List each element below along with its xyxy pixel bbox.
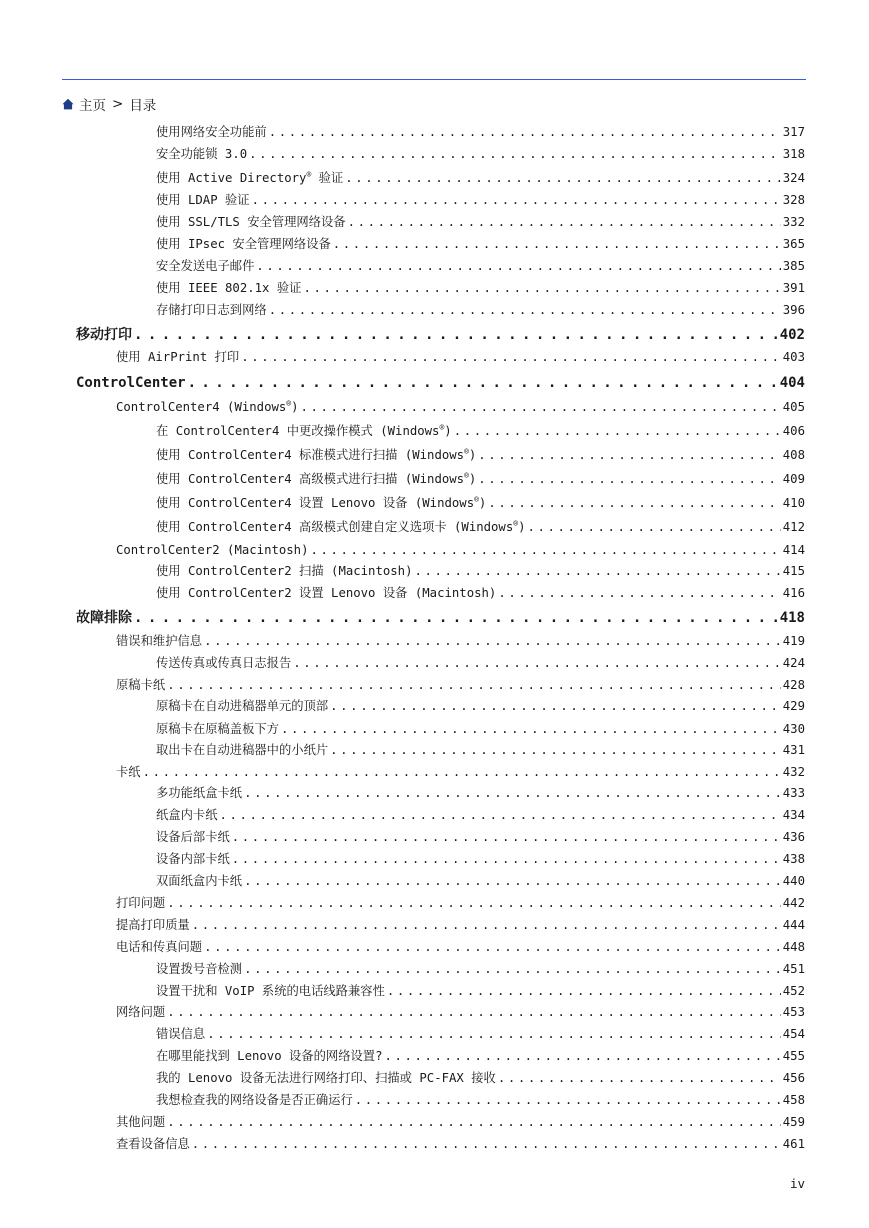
toc-entry-title: 故障排除 (76, 610, 132, 626)
toc-entry-page: 332 (782, 215, 805, 229)
toc-entry-title: 提高打印质量 (116, 918, 190, 932)
header-rule (62, 79, 806, 80)
toc-entry[interactable] (156, 873, 805, 889)
dot-leader (387, 983, 781, 999)
toc-entry-title: ControlCenter (76, 375, 186, 391)
breadcrumb (62, 94, 156, 114)
dot-leader (167, 895, 781, 911)
toc-entry-page: 444 (782, 918, 805, 932)
toc-entry-page: 412 (782, 520, 805, 534)
dot-leader (348, 214, 781, 230)
dot-leader (244, 873, 781, 889)
toc-entry-page: 436 (782, 830, 805, 844)
toc-entry-title: 使用 ControlCenter4 高级模式创建自定义选项卡 (Windows®) (156, 518, 526, 534)
toc-entry-title: 网络问题 (116, 1005, 166, 1019)
toc-entry-title: 多功能纸盒卡纸 (156, 786, 243, 800)
toc-entry[interactable] (116, 939, 805, 955)
dot-leader (478, 447, 780, 463)
dot-leader (333, 236, 781, 252)
dot-leader (252, 192, 781, 208)
toc-entry[interactable] (156, 721, 805, 737)
toc-entry-page: 461 (782, 1137, 805, 1151)
toc-chapter-entry[interactable] (76, 374, 805, 392)
toc-entry-page: 415 (782, 564, 805, 578)
toc-entry-title: 使用 IEEE 802.1x 验证 (156, 281, 302, 295)
toc-entry-page: 456 (782, 1071, 805, 1085)
toc-entry[interactable] (156, 785, 805, 801)
toc-entry[interactable] (156, 1070, 805, 1086)
dot-leader (269, 124, 781, 140)
toc-entry[interactable] (156, 280, 805, 296)
toc-entry-title: 原稿卡纸 (116, 678, 166, 692)
toc-entry[interactable] (156, 519, 805, 535)
dot-leader (134, 326, 778, 344)
toc-entry-title: 原稿卡在自动进稿器单元的顶部 (156, 699, 329, 713)
dot-leader (232, 851, 781, 867)
toc-entry-title: 我的 Lenovo 设备无法进行网络打印、扫描或 PC-FAX 接收 (156, 1071, 496, 1085)
toc-entry-page: 434 (782, 808, 805, 822)
dot-leader (281, 721, 781, 737)
toc-entry[interactable] (156, 236, 805, 252)
toc-entry[interactable] (156, 170, 805, 186)
toc-entry-page: 438 (782, 852, 805, 866)
toc-entry-title: 使用 ControlCenter2 设置 Lenovo 设备 (Macintosh) (156, 586, 497, 600)
toc-entry[interactable] (116, 1004, 805, 1020)
breadcrumb-home-link[interactable]: 主页 (79, 98, 106, 114)
dot-leader (414, 563, 780, 579)
toc-entry-title: 其他问题 (116, 1115, 166, 1129)
toc-entry-title: 使用 IPsec 安全管理网络设备 (156, 237, 331, 251)
dot-leader (192, 1136, 781, 1152)
toc-entry[interactable] (116, 677, 805, 693)
toc-entry-page: 396 (782, 303, 805, 317)
dot-leader (527, 519, 780, 535)
dot-leader (385, 1048, 781, 1064)
toc-entry-title: 移动打印 (76, 327, 132, 343)
breadcrumb-separator: > (112, 96, 124, 112)
dot-leader (220, 807, 781, 823)
toc-entry-title: 使用 ControlCenter4 设置 Lenovo 设备 (Windows®) (156, 494, 487, 510)
toc-entry-page: 430 (782, 722, 805, 736)
toc-entry-page: 324 (782, 171, 805, 185)
toc-entry[interactable] (116, 399, 805, 415)
toc-entry[interactable] (156, 563, 805, 579)
dot-leader (143, 764, 781, 780)
toc-entry-page: 406 (782, 424, 805, 438)
toc-entry[interactable] (116, 633, 805, 649)
dot-leader (249, 146, 781, 162)
toc-entry-page: 459 (782, 1115, 805, 1129)
dot-leader (134, 609, 778, 627)
toc-entry-title: 我想检查我的网络设备是否正确运行 (156, 1093, 353, 1107)
toc-entry-title: 使用 AirPrint 打印 (116, 350, 240, 364)
toc-entry-title: 查看设备信息 (116, 1137, 190, 1151)
toc-entry-page: 429 (782, 699, 805, 713)
toc-entry-title: 使用 Active Directory® 验证 (156, 169, 344, 185)
toc-entry[interactable] (156, 698, 805, 714)
dot-leader (232, 829, 781, 845)
dot-leader (244, 961, 781, 977)
dot-leader (192, 917, 781, 933)
toc-entry-page: 419 (782, 634, 805, 648)
toc-entry-page: 428 (782, 678, 805, 692)
dot-leader (311, 542, 781, 558)
toc-entry-page: 451 (782, 962, 805, 976)
dot-leader (454, 423, 781, 439)
toc-entry-page: 455 (782, 1049, 805, 1063)
toc-entry[interactable] (116, 1114, 805, 1130)
toc-entry[interactable] (116, 764, 805, 780)
toc-entry-title: 设备后部卡纸 (156, 830, 230, 844)
toc-entry-page: 454 (782, 1027, 805, 1041)
dot-leader (355, 1092, 781, 1108)
dot-leader (207, 1026, 781, 1042)
toc-entry[interactable] (156, 302, 805, 318)
toc-entry-page: 391 (782, 281, 805, 295)
toc-entry[interactable] (156, 146, 805, 162)
toc-entry-page: 404 (779, 375, 805, 391)
toc-entry[interactable] (156, 585, 805, 601)
breadcrumb-current: 目录 (129, 98, 157, 114)
toc-entry-page: 317 (782, 125, 805, 139)
toc-entry[interactable] (156, 124, 805, 140)
toc-entry-page: 409 (782, 472, 805, 486)
toc-chapter-entry[interactable] (76, 609, 805, 627)
toc-entry-title: 原稿卡在原稿盖板下方 (156, 722, 279, 736)
toc-entry-title: 使用网络安全功能前 (156, 125, 267, 139)
toc-entry-page: 385 (782, 259, 805, 273)
toc-entry-page: 402 (779, 327, 805, 343)
toc-entry[interactable] (156, 192, 805, 208)
dot-leader (301, 399, 781, 415)
home-icon[interactable] (62, 98, 74, 110)
toc-entry-title: 安全功能锁 3.0 (156, 147, 248, 161)
toc-entry-page: 328 (782, 193, 805, 207)
dot-leader (241, 349, 781, 365)
toc-entry[interactable] (156, 961, 805, 977)
toc-entry-page: 458 (782, 1093, 805, 1107)
toc-entry-page: 414 (782, 543, 805, 557)
toc-entry-title: 使用 LDAP 验证 (156, 193, 250, 207)
dot-leader (330, 742, 781, 758)
toc-entry-page: 418 (779, 610, 805, 626)
toc-entry[interactable] (156, 851, 805, 867)
toc-chapter-entry[interactable] (76, 326, 805, 344)
toc-entry-title: 存储打印日志到网络 (156, 303, 267, 317)
dot-leader (244, 785, 781, 801)
toc-entry-title: 取出卡在自动进稿器中的小纸片 (156, 743, 329, 757)
toc-entry-page: 403 (782, 350, 805, 364)
toc-entry-page: 440 (782, 874, 805, 888)
toc-entry-title: ControlCenter2 (Macintosh) (116, 543, 309, 557)
dot-leader (498, 585, 780, 601)
toc-entry[interactable] (156, 214, 805, 230)
toc-entry-title: 纸盒内卡纸 (156, 808, 218, 822)
toc-entry[interactable] (116, 542, 805, 558)
toc-entry[interactable] (156, 742, 805, 758)
dot-leader (256, 258, 780, 274)
dot-leader (167, 1004, 781, 1020)
toc-entry-title: 使用 SSL/TLS 安全管理网络设备 (156, 215, 346, 229)
dot-leader (204, 633, 781, 649)
toc-entry-title: 传送传真或传真日志报告 (156, 656, 292, 670)
toc-entry[interactable] (116, 349, 805, 365)
page-number: iv (789, 1176, 805, 1191)
dot-leader (204, 939, 781, 955)
toc-entry[interactable] (156, 829, 805, 845)
toc-entry-page: 318 (782, 147, 805, 161)
toc-entry-page: 408 (782, 448, 805, 462)
toc-entry[interactable] (156, 1026, 805, 1042)
toc-entry[interactable] (156, 447, 805, 463)
toc-entry-title: 使用 ControlCenter4 标准模式进行扫描 (Windows®) (156, 446, 477, 462)
dot-leader (167, 1114, 781, 1130)
toc-entry[interactable] (156, 655, 805, 671)
toc-entry[interactable] (116, 1136, 805, 1152)
dot-leader (303, 280, 780, 296)
dot-leader (330, 698, 781, 714)
toc-entry[interactable] (116, 895, 805, 911)
toc-entry[interactable] (156, 471, 805, 487)
toc-entry-title: 电话和传真问题 (116, 940, 203, 954)
toc-entry-page: 433 (782, 786, 805, 800)
toc-entry-title: 使用 ControlCenter4 高级模式进行扫描 (Windows®) (156, 470, 477, 486)
toc-entry-title: 在哪里能找到 Lenovo 设备的网络设置? (156, 1049, 383, 1063)
toc-entry-page: 405 (782, 400, 805, 414)
toc-entry[interactable] (156, 495, 805, 511)
toc-entry[interactable] (116, 917, 805, 933)
toc-entry-title: ControlCenter4 (Windows®) (116, 398, 299, 414)
toc-entry-title: 错误信息 (156, 1027, 206, 1041)
toc-entry[interactable] (156, 983, 805, 999)
toc-entry-title: 安全发送电子邮件 (156, 259, 255, 273)
toc-entry-page: 432 (782, 765, 805, 779)
toc-entry-title: 打印问题 (116, 896, 166, 910)
toc-entry-title: 设置拨号音检测 (156, 962, 243, 976)
dot-leader (345, 170, 781, 186)
toc-entry-page: 424 (782, 656, 805, 670)
toc-entry-title: 使用 ControlCenter2 扫描 (Macintosh) (156, 564, 413, 578)
toc-entry-title: 设备内部卡纸 (156, 852, 230, 866)
toc-entry[interactable] (156, 423, 805, 439)
dot-leader (488, 495, 780, 511)
toc-entry-title: 在 ControlCenter4 中更改操作模式 (Windows®) (156, 422, 452, 438)
toc-entry-page: 442 (782, 896, 805, 910)
dot-leader (269, 302, 781, 318)
toc-entry-title: 双面纸盒内卡纸 (156, 874, 243, 888)
toc-entry[interactable] (156, 1092, 805, 1108)
toc-entry-page: 365 (782, 237, 805, 251)
toc-entry-page: 452 (782, 984, 805, 998)
dot-leader (188, 374, 778, 392)
toc-entry-page: 410 (782, 496, 805, 510)
dot-leader (478, 471, 780, 487)
toc-entry-title: 设置干扰和 VoIP 系统的电话线路兼容性 (156, 984, 385, 998)
toc-entry[interactable] (156, 258, 805, 274)
toc-entry-page: 448 (782, 940, 805, 954)
toc-entry-title: 错误和维护信息 (116, 634, 203, 648)
toc-entry-page: 416 (782, 586, 805, 600)
toc-entry-page: 431 (782, 743, 805, 757)
toc-entry-page: 453 (782, 1005, 805, 1019)
dot-leader (167, 677, 781, 693)
toc-entry[interactable] (156, 807, 805, 823)
dot-leader (498, 1070, 781, 1086)
toc-entry[interactable] (156, 1048, 805, 1064)
toc-entry-title: 卡纸 (116, 765, 141, 779)
dot-leader (293, 655, 781, 671)
